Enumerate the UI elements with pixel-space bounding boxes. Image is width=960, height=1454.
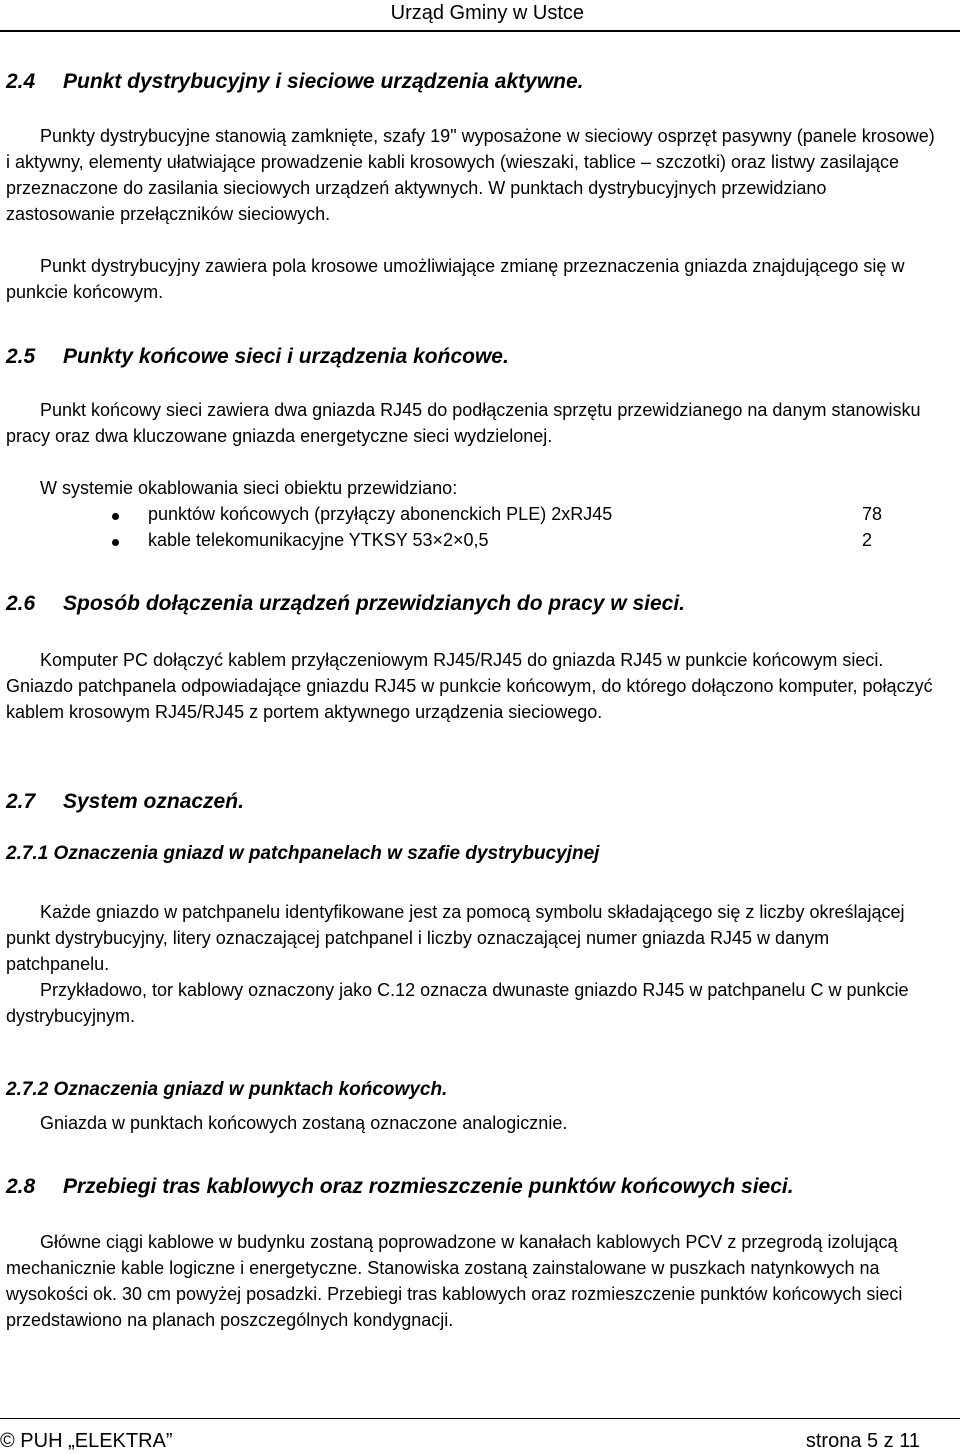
section-heading-2-7 [6, 790, 244, 814]
paragraph-text: Punkt dystrybucyjny zawiera pola krosowe umożliwiające zmianę przeznaczenia gniazda znajdującego się w punkcie końcowym. [6, 256, 905, 302]
paragraph [6, 899, 936, 977]
paragraph-text: Punkty dystrybucyjne stanowią zamknięte, szafy 19" wyposażone w sieciowy osprzęt pasywny (panele krosowe) i aktywny, elementy ułatwiające prowadzenie kabli krosowych (wieszaki, tablice – szczotki) oraz listwy zasilające przeznaczone do zasilania sieciowych urządzeń aktywnych. W punktach dystrybucyjnych przewidziano zastosowanie przełączników sieciowych. [6, 126, 935, 224]
list-item-label: punktów końcowych (przyłączy abonenckich PLE) 2xRJ45 [148, 504, 613, 524]
header-divider [0, 30, 960, 32]
section-title: Punkt dystrybucyjny i sieciowe urządzenia aktywne. [63, 70, 584, 93]
paragraph [6, 977, 936, 1029]
paragraph-text: Główne ciągi kablowe w budynku zostaną poprowadzone w kanałach kablowych PCV z przegrodą izolującą mechanicznie kable logiczne i energetyczne. Stanowiska zostaną zainstalowane w puszkach natynkowych na wysokości ok. 30 cm powyżej posadzki. Przebiegi tras kablowych oraz rozmieszczenie punktów końcowych sieci przedstawiono na planach poszczególnych kondygnacji. [6, 1232, 903, 1330]
section-title: Sposób dołączenia urządzeń przewidzianych do pracy w sieci. [63, 592, 685, 615]
paragraph [6, 253, 936, 305]
subsection-heading-2-7-1: 2.7.1 Oznaczenia gniazd w patchpanelach w szafie dystrybucyjnej [6, 843, 600, 864]
section-number: 2.5 [6, 345, 36, 368]
section-heading-2-6 [6, 592, 685, 616]
paragraph-text: Komputer PC dołączyć kablem przyłączeniowym RJ45/RJ45 do gniazda RJ45 w punkcie końcowym sieci. Gniazdo patchpanela odpowiadające gniazdu RJ45 w punkcie końcowym, do którego dołączono komputer, połączyć kablem krosowym RJ45/RJ45 z portem aktywnego urządzenia sieciowego. [6, 650, 933, 722]
paragraph-text: Każde gniazdo w patchpanelu identyfikowane jest za pomocą symbolu składającego się z liczby określającej punkt dystrybucyjny, litery oznaczającej patchpanel i liczby oznaczającej numer gniazda RJ45 w danym patchpanelu. [6, 902, 905, 974]
section-heading-2-5 [6, 345, 509, 369]
section-number: 2.4 [6, 70, 36, 93]
paragraph [6, 123, 936, 227]
section-heading-2-8 [6, 1175, 794, 1199]
section-heading-2-4 [6, 70, 584, 94]
paragraph [6, 1229, 936, 1333]
footer-divider [0, 1418, 960, 1419]
section-title: Przebiegi tras kablowych oraz rozmieszczenie punktów końcowych sieci. [63, 1175, 794, 1198]
page-header-title: Urząd Gminy w Ustce [390, 2, 584, 24]
section-number: 2.7 [6, 790, 36, 813]
paragraph [6, 647, 936, 725]
bullet-icon [112, 513, 119, 520]
section-title: Punkty końcowe sieci i urządzenia końcowe. [63, 345, 509, 368]
section-number: 2.8 [6, 1175, 36, 1198]
paragraph [6, 397, 936, 449]
footer-page-number: strona 5 z 11 [805, 1430, 920, 1452]
paragraph-text: Gniazda w punktach końcowych zostaną oznaczone analogicznie. [40, 1113, 568, 1133]
list-item-value: 78 [862, 504, 883, 524]
section-number: 2.6 [6, 592, 36, 615]
paragraph [6, 475, 936, 501]
section-title: System oznaczeń. [63, 790, 244, 813]
paragraph-text: Przykładowo, tor kablowy oznaczony jako C.12 oznacza dwunaste gniazdo RJ45 w patchpanelu C w punkcie dystrybucyjnym. [6, 980, 909, 1026]
list-item-value: 2 [862, 530, 873, 550]
list-item-label: kable telekomunikacyjne YTKSY 53×2×0,5 [148, 530, 489, 550]
paragraph [6, 1110, 936, 1136]
paragraph-text: Punkt końcowy sieci zawiera dwa gniazda RJ45 do podłączenia sprzętu przewidzianego na danym stanowisku pracy oraz dwa kluczowane gniazda energetyczne sieci wydzielonej. [6, 400, 921, 446]
paragraph-text: W systemie okablowania sieci obiektu przewidziano: [40, 478, 458, 498]
footer-company: © PUH „ELEKTRA” [0, 1430, 173, 1452]
bullet-icon [112, 539, 119, 546]
subsection-heading-2-7-2: 2.7.2 Oznaczenia gniazd w punktach końcowych. [6, 1079, 448, 1100]
